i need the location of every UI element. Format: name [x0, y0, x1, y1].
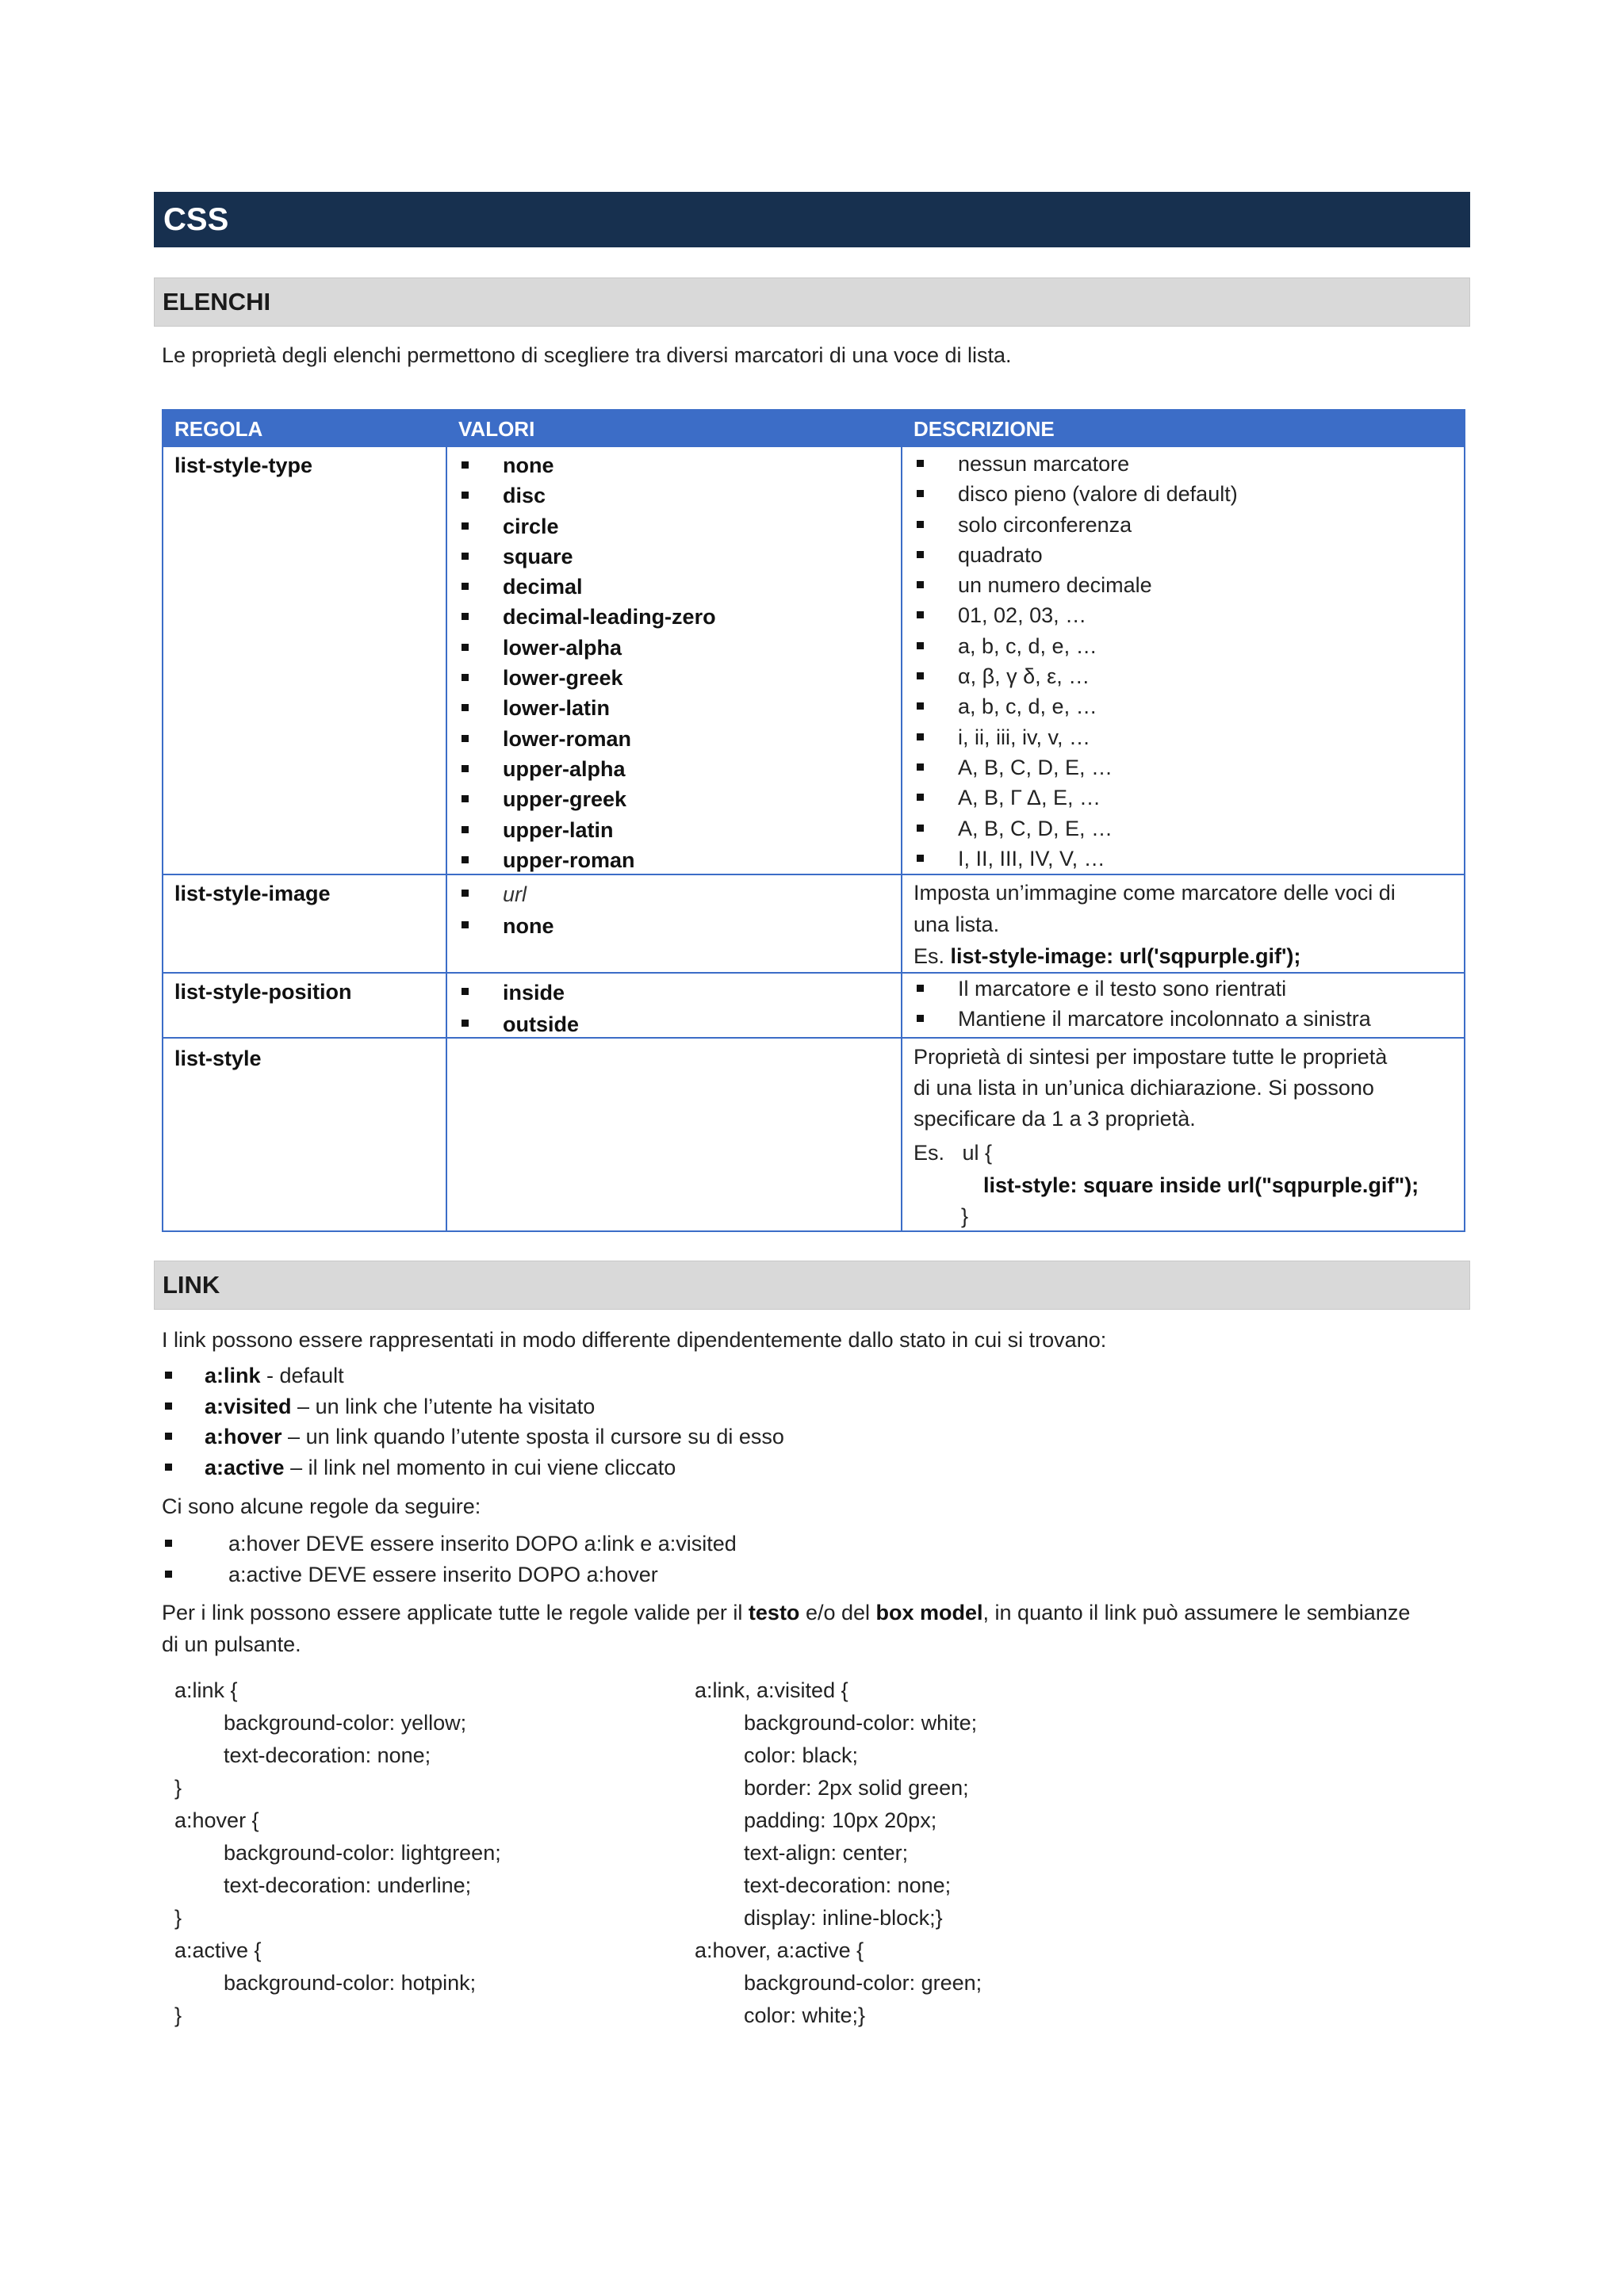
rule-list-style-image: list-style-image — [174, 882, 331, 905]
state-text: – un link che l’utente ha visitato — [291, 1394, 596, 1418]
code-line: a:link { — [174, 1678, 238, 1702]
code-line: background-color: lightgreen; — [224, 1841, 501, 1865]
code-line: a:link, a:visited { — [695, 1678, 848, 1702]
code-block-right — [695, 1674, 982, 2032]
state-item — [162, 1452, 784, 1483]
example-code: list-style: square inside url("sqpurple.gif"); — [983, 1173, 1419, 1197]
row-divider — [163, 1037, 1464, 1039]
example-code: list-style-image: url('sqpurple.gif'); — [950, 944, 1301, 968]
value-item: url — [458, 878, 554, 910]
description-item: 01, 02, 03, … — [914, 600, 1238, 630]
value-item: upper-latin — [458, 815, 716, 845]
value-item: decimal — [458, 572, 716, 602]
header-values: VALORI — [458, 417, 535, 441]
value-item: lower-latin — [458, 693, 716, 723]
description-line: una lista. — [914, 913, 1000, 936]
rules-list — [162, 1529, 737, 1590]
column-divider — [901, 447, 902, 1230]
code-block-left — [174, 1674, 501, 2032]
values-list-style-image — [458, 878, 554, 942]
code-line: text-decoration: none; — [744, 1873, 952, 1897]
note-text: , in quanto il link può assumere le sembianze — [982, 1601, 1411, 1624]
code-line: } — [174, 1776, 182, 1800]
description-item: I, II, III, IV, V, … — [914, 844, 1238, 874]
description-list-style-image — [914, 877, 1396, 972]
example-close: } — [961, 1204, 969, 1228]
section-heading-lists: ELENCHI — [154, 277, 1470, 327]
value-item: disc — [458, 480, 716, 511]
description-item: disco pieno (valore di default) — [914, 479, 1238, 509]
note-line: di un pulsante. — [162, 1632, 301, 1656]
code-line: a:hover, a:active { — [695, 1938, 864, 1962]
description-list-style — [914, 1042, 1419, 1232]
state-name: a:visited — [205, 1394, 292, 1418]
description-item: a, b, c, d, e, … — [914, 691, 1238, 721]
link-intro: I link possono essere rappresentati in modo differente dipendentemente dallo stato in cui si trovano: — [162, 1328, 1107, 1352]
value-item: square — [458, 541, 716, 572]
values-list-style-position — [458, 977, 579, 1040]
example-line — [914, 1138, 1419, 1169]
row-divider — [163, 874, 1464, 875]
code-line: color: black; — [744, 1743, 859, 1767]
example-line — [914, 940, 1396, 972]
code-line: } — [174, 2003, 182, 2027]
value-item: inside — [458, 977, 579, 1008]
list-properties-table — [162, 409, 1465, 1232]
header-description: DESCRIZIONE — [914, 417, 1055, 441]
state-item — [162, 1422, 784, 1452]
description-item: i, ii, iii, iv, v, … — [914, 722, 1238, 752]
state-name: a:active — [205, 1455, 285, 1479]
code-line: text-decoration: underline; — [224, 1873, 472, 1897]
example-prefix: Es. — [914, 944, 945, 968]
page-title: CSS — [154, 192, 1470, 247]
code-line: a:active { — [174, 1938, 262, 1962]
value-item: none — [458, 450, 716, 480]
description-item: nessun marcatore — [914, 449, 1238, 479]
example-prefix: Es. — [914, 1141, 945, 1165]
link-states-list — [162, 1360, 784, 1483]
value-item: lower-alpha — [458, 633, 716, 663]
state-text: – il link nel momento in cui viene cliccato — [284, 1455, 676, 1479]
description-line: Proprietà di sintesi per impostare tutte le proprietà — [914, 1045, 1388, 1069]
lists-intro: Le proprietà degli elenchi permettono di scegliere tra diversi marcatori di una voce di lista. — [162, 343, 1012, 367]
rule-item: a:hover DEVE essere inserito DOPO a:link e a:visited — [162, 1529, 737, 1559]
code-line: text-decoration: none; — [224, 1743, 431, 1767]
example-open: ul { — [962, 1141, 993, 1165]
note-text: Per i link possono essere applicate tutte le regole valide per il — [162, 1601, 749, 1624]
state-text: - default — [260, 1364, 344, 1387]
code-line: a:hover { — [174, 1808, 259, 1832]
description-item: A, B, C, D, E, … — [914, 813, 1238, 844]
column-divider — [446, 447, 447, 1230]
description-line: Imposta un’immagine come marcatore delle voci di — [914, 881, 1396, 905]
link-note — [162, 1597, 1462, 1660]
value-item: none — [458, 910, 554, 942]
values-list-style-type — [458, 450, 716, 875]
rule-list-style-position: list-style-position — [174, 980, 352, 1004]
note-line — [162, 1597, 1462, 1628]
description-line: di una lista in un’unica dichiarazione. Si possono — [914, 1076, 1374, 1100]
code-line: padding: 10px 20px; — [744, 1808, 937, 1832]
value-item: upper-roman — [458, 845, 716, 875]
description-item: solo circonferenza — [914, 510, 1238, 540]
code-line: } — [174, 1906, 182, 1930]
rule-item: a:active DEVE essere inserito DOPO a:hover — [162, 1559, 737, 1590]
header-rule: REGOLA — [174, 417, 263, 441]
state-item — [162, 1391, 784, 1422]
state-name: a:link — [205, 1364, 261, 1387]
code-line: background-color: yellow; — [224, 1711, 467, 1735]
rule-list-style: list-style — [174, 1047, 262, 1070]
rule-list-style-type: list-style-type — [174, 453, 313, 477]
code-line: background-color: green; — [744, 1971, 982, 1995]
code-line: color: white;} — [744, 2003, 866, 2027]
description-item: Il marcatore e il testo sono rientrati — [914, 974, 1371, 1004]
note-bold-box-model: box model — [875, 1601, 983, 1624]
description-line: specificare da 1 a 3 proprietà. — [914, 1107, 1196, 1131]
description-item: Mantiene il marcatore incolonnato a sinistra — [914, 1004, 1371, 1034]
description-item: A, B, C, D, E, … — [914, 752, 1238, 783]
description-item: un numero decimale — [914, 570, 1238, 600]
description-item: A, B, Γ Δ, E, … — [914, 783, 1238, 813]
code-line: border: 2px solid green; — [744, 1776, 969, 1800]
value-item: decimal-leading-zero — [458, 602, 716, 632]
note-bold-text: testo — [748, 1601, 800, 1624]
state-name: a:hover — [205, 1425, 282, 1448]
code-line: background-color: white; — [744, 1711, 978, 1735]
value-item: upper-greek — [458, 784, 716, 814]
table-header — [163, 411, 1464, 447]
note-text: e/o del — [799, 1601, 876, 1624]
description-item: a, b, c, d, e, … — [914, 631, 1238, 661]
code-line: background-color: hotpink; — [224, 1971, 477, 1995]
value-item: upper-alpha — [458, 754, 716, 784]
descriptions-list-style-position — [914, 974, 1371, 1034]
value-item: lower-roman — [458, 724, 716, 754]
rules-intro: Ci sono alcune regole da seguire: — [162, 1494, 481, 1518]
descriptions-list-style-type — [914, 449, 1238, 874]
state-item — [162, 1360, 784, 1391]
value-item: circle — [458, 511, 716, 541]
code-line: text-align: center; — [744, 1841, 909, 1865]
section-heading-link: LINK — [154, 1261, 1470, 1310]
value-item: lower-greek — [458, 663, 716, 693]
code-line: display: inline-block;} — [744, 1906, 943, 1930]
value-item: outside — [458, 1008, 579, 1040]
description-item: α, β, γ δ, ε, … — [914, 661, 1238, 691]
description-item: quadrato — [914, 540, 1238, 570]
state-text: – un link quando l’utente sposta il cursore su di esso — [282, 1425, 784, 1448]
